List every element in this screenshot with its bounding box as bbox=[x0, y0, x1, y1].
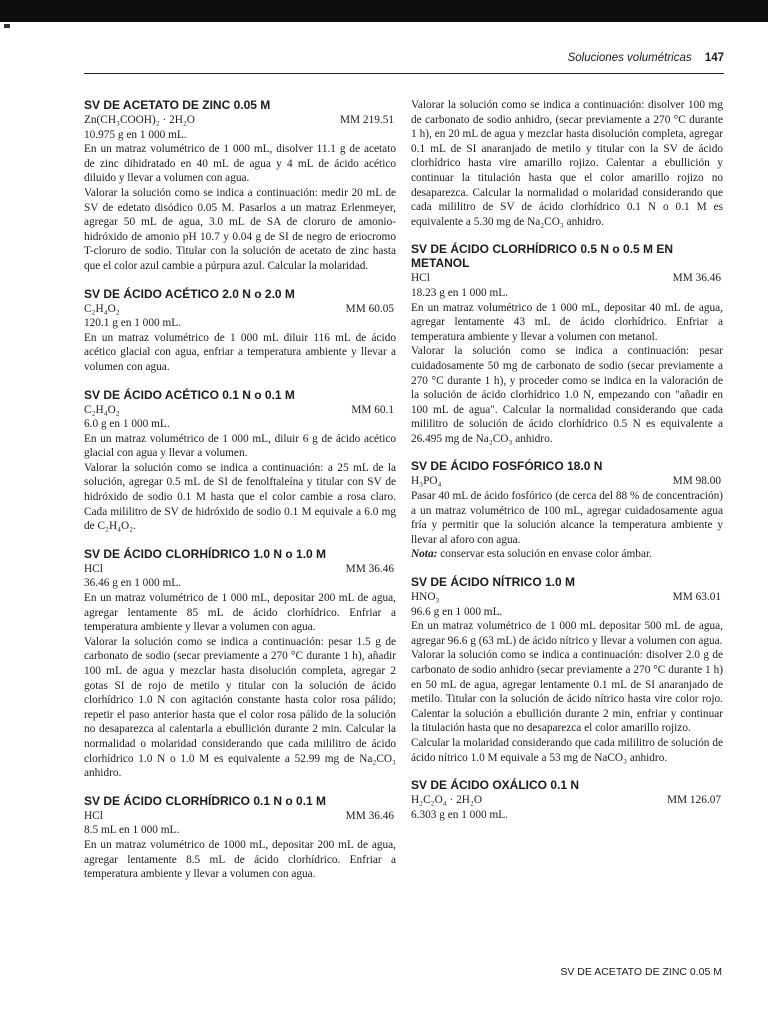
note-paragraph bbox=[411, 547, 723, 562]
chemical-formula: C₂H₄O₂ bbox=[84, 403, 120, 416]
section-title: SV DE ÁCIDO NÍTRICO 1.0 M bbox=[411, 575, 576, 590]
chemical-formula: Zn(CH₃COOH)₂ · 2H₂O bbox=[84, 114, 195, 126]
chemical-formula: HNO₃ bbox=[411, 591, 440, 604]
note-label: Nota: bbox=[411, 548, 438, 561]
monograph-section bbox=[84, 98, 396, 274]
body-paragraph: En un matraz volumétrico de 1 000 mL, disolver 11.1 g de acetato de zinc dihidratado en 40 mL de agua y 4 mL de ácido acético diluido y llevar a volumen con agua. bbox=[84, 143, 396, 185]
section-title: SV DE ÁCIDO FOSFÓRICO 18.0 N bbox=[411, 459, 603, 474]
body-paragraph: En un matraz volumétrico de 1 000 mL diluir 116 mL de ácido acético glacial con agua, enfriar a temperatura ambiente y llevar a volumen con agua. bbox=[84, 331, 396, 373]
header-rule bbox=[84, 73, 724, 74]
running-header bbox=[568, 52, 724, 64]
body-paragraph: Valorar la solución como se indica a continuación: a 25 mL de la solución, agregar 0.5 mL de SI de fenolftaleína y titular con SV de hidróxido de sodio 0.1 M hasta que el color cambie a rosa claro. Cada mililitro de SV de hidróxido de sodio 0.1 M equivale a 6.0 mg de C₂H₄O₂. bbox=[84, 461, 396, 533]
body-paragraph: En un matraz volumétrico de 1 000 mL, depositar 40 mL de agua, agregar lentamente 43 mL de ácido clorhídrico. Enfriar a temperatura ambiente y llevar a volumen con metanol. bbox=[411, 301, 723, 343]
formula-row bbox=[84, 562, 396, 577]
top-black-band bbox=[0, 0, 768, 22]
section-title: SV DE ÁCIDO ACÉTICO 2.0 N o 2.0 M bbox=[84, 286, 295, 301]
monograph-section bbox=[411, 459, 723, 562]
amount-line: 120.1 g en 1 000 mL. bbox=[84, 317, 181, 330]
monograph-section bbox=[84, 287, 396, 375]
section-title: SV DE ÁCIDO CLORHÍDRICO 0.1 N o 0.1 M bbox=[84, 793, 327, 808]
molar-mass: MM 98.00 bbox=[672, 475, 721, 488]
chemical-formula: H₂C₂O₄ · 2H₂O bbox=[411, 794, 482, 807]
monograph-section bbox=[411, 242, 723, 446]
formula-row bbox=[84, 113, 396, 128]
formula-row bbox=[84, 403, 396, 418]
chemical-formula: H₃PO₄ bbox=[411, 475, 442, 488]
monograph-section bbox=[84, 794, 396, 882]
molar-mass: MM 219.51 bbox=[340, 114, 394, 126]
formula-row bbox=[411, 474, 723, 489]
amount-line: 36.46 g en 1 000 mL. bbox=[84, 577, 181, 590]
monograph-section bbox=[411, 575, 723, 765]
page-number: 147 bbox=[704, 52, 724, 64]
amount-line: 10.975 g en 1 000 mL. bbox=[84, 128, 187, 141]
section-title: SV DE ÁCIDO CLORHÍDRICO 0.5 N o 0.5 M EN METANOL bbox=[411, 242, 674, 271]
body-paragraph: En un matraz volumétrico de 1000 mL, depositar 200 mL de agua, agregar lentamente 8.5 mL de ácido clorhídrico. Enfriar a temperatura ambiente y llevar a volumen con agua. bbox=[84, 838, 396, 881]
body-paragraph: Valorar la solución como se indica a continuación: disolver 100 mg de carbonato de sodio anhidro, (secar previamente a 270 °C durante 1 h), en 20 mL de agua y mezclar hasta disolución completa, agregar 0.1 mL de SI anaranjado de metilo y titular con la SV de ácido clorhídrico hasta vire amarillo rojizo. Calentar a ebullición y continuar la titulación hasta que el color amarillo rojizo no desaparezca. Calcular la normalidad o molaridad considerando que cada mililitro de SV de ácido clorhídrico 0.1 N o 0.1 M es equivalente a 5.30 mg de Na₂CO₃ anhidro. bbox=[411, 99, 723, 228]
page-footer: SV DE ACETATO DE ZINC 0.05 M bbox=[560, 966, 722, 978]
amount-line: 96.6 g en 1 000 mL. bbox=[411, 605, 503, 618]
formula-row bbox=[411, 793, 723, 808]
molar-mass: MM 126.07 bbox=[667, 794, 721, 807]
amount-line: 6.0 g en 1 000 mL. bbox=[84, 418, 170, 431]
chemical-formula: HCl bbox=[84, 562, 103, 575]
amount-line: 8.5 mL en 1 000 mL. bbox=[84, 824, 180, 837]
body-paragraph: En un matraz volumétrico de 1 000 mL, diluir 6 g de ácido acético glacial con agua y llevar a volumen. bbox=[84, 432, 396, 460]
monograph-section bbox=[411, 778, 723, 822]
chemical-formula: HCl bbox=[411, 272, 430, 285]
monograph-section bbox=[411, 98, 723, 229]
body-paragraph: En un matraz volumétrico de 1 000 mL depositar 500 mL de agua, agregar 96.6 g (63 mL) de ácido nítrico y llevar a volumen con agua. bbox=[411, 620, 723, 647]
molar-mass: MM 60.05 bbox=[345, 302, 394, 315]
monograph-section bbox=[84, 547, 396, 781]
body-paragraph: Calcular la molaridad considerando que cada mililitro de solución de ácido nítrico 1.0 M equivale a 53 mg de NaCO₃ anhidro. bbox=[411, 736, 723, 764]
molar-mass: MM 63.01 bbox=[672, 591, 721, 604]
body-paragraph: Valorar la solución como se indica a continuación: pesar 1.5 g de carbonato de sodio (secar previamente a 270 °C durante 1 h), añadir 100 mL de agua y mezclar hasta disolución completa, agregar 2 gotas SI de rojo de metilo y titular con la solución de ácido clorhídrico 1.0 N con agitación constante hasta color rosa pálido; repetir el paso anterior hasta que el color rosa pálido de la solución no desaparezca al calentarla a ebullición durante 2 min. Calcular la normalidad o molaridad considerando que cada mililitro de ácido clorhídrico 1.0 N o 1.0 M es equivalente a 52.99 mg de Na₂CO₃ anhidro. bbox=[84, 635, 396, 780]
scan-mark bbox=[4, 24, 10, 28]
body-paragraph: En un matraz volumétrico de 1 000 mL, depositar 200 mL de agua, agregar lentamente 85 mL de ácido clorhídrico. Enfriar a temperatura ambiente y llevar a volumen con agua. bbox=[84, 592, 396, 634]
molar-mass: MM 60.1 bbox=[351, 403, 394, 416]
chemical-formula: C₂H₄O₂ bbox=[84, 302, 120, 315]
formula-row bbox=[84, 302, 396, 317]
amount-line: 6.303 g en 1 000 mL. bbox=[411, 808, 508, 821]
body-paragraph: Valorar la solución como se indica a continuación: medir 20 mL de SV de edetato disódico 0.05 M. Pasarlos a un matraz Erlenmeyer, agregar 50 mL de agua, 3.0 mL de SA de cloruro de amonio-hidróxido de amonio pH 10.7 y 0.04 g de SI de negro de eriocromo T-cloruro de sodio. Titular con la solución de acetato de zinc hasta que el color azul cambie a púrpura azul. Calcular la molaridad. bbox=[84, 186, 396, 272]
formula-row bbox=[411, 271, 723, 286]
section-title: SV DE ÁCIDO CLORHÍDRICO 1.0 N o 1.0 M bbox=[84, 546, 327, 561]
monograph-section bbox=[84, 388, 396, 534]
section-title: SV DE ÁCIDO OXÁLICO 0.1 N bbox=[411, 778, 580, 793]
note-text: conservar esta solución en envase color ámbar. bbox=[440, 548, 652, 561]
chemical-formula: HCl bbox=[84, 809, 103, 822]
left-column bbox=[84, 98, 396, 895]
section-title: SV DE ÁCIDO ACÉTICO 0.1 N o 0.1 M bbox=[84, 387, 295, 402]
body-paragraph: Pasar 40 mL de ácido fosfórico (de cerca del 88 % de concentración) a un matraz volumétrico de 100 mL, agregar cuidadosamente agua fría y permitir que la solución alcance la temperatura ambiente y llevar al aforo con agua. bbox=[411, 490, 723, 546]
body-paragraph: Valorar la solución como se indica a continuación: disolver 2.0 g de carbonato de sodio anhidro (secar previamente a 270 °C durante 1 h) en 50 mL de agua, agregar lentamente 0.1 mL de SI anaranjado de metilo. Titular con la solución de ácido nítrico hasta vire color rojo. Calentar la solución a ebullición durante 2 min, enfriar y continuar la titulación hasta que no desaparezca el color amarillo rojizo. bbox=[411, 649, 723, 735]
formula-row bbox=[411, 590, 723, 605]
amount-line: 18.23 g en 1 000 mL. bbox=[411, 286, 508, 299]
molar-mass: MM 36.46 bbox=[345, 809, 394, 822]
body-paragraph: Valorar la solución como se indica a continuación: pesar cuidadosamente 50 mg de carbonato de sodio (secar previamente a 270 °C durante 1 h), y proceder como se indica en la valoración de la solución de ácido clorhídrico 1.0 N, empezando con "añadir en 100 mL de agua". Calcular la normalidad considerando que cada mililitro de solución de ácido clorhídrico 0.5 N es equivalente a 26.495 mg de Na₂CO₃ anhidro. bbox=[411, 345, 723, 445]
running-header-title: Soluciones volumétricas bbox=[567, 52, 692, 64]
right-column bbox=[411, 98, 723, 835]
section-title: SV DE ACETATO DE ZINC 0.05 M bbox=[84, 98, 271, 112]
molar-mass: MM 36.46 bbox=[672, 272, 721, 285]
molar-mass: MM 36.46 bbox=[345, 562, 394, 575]
formula-row bbox=[84, 809, 396, 824]
